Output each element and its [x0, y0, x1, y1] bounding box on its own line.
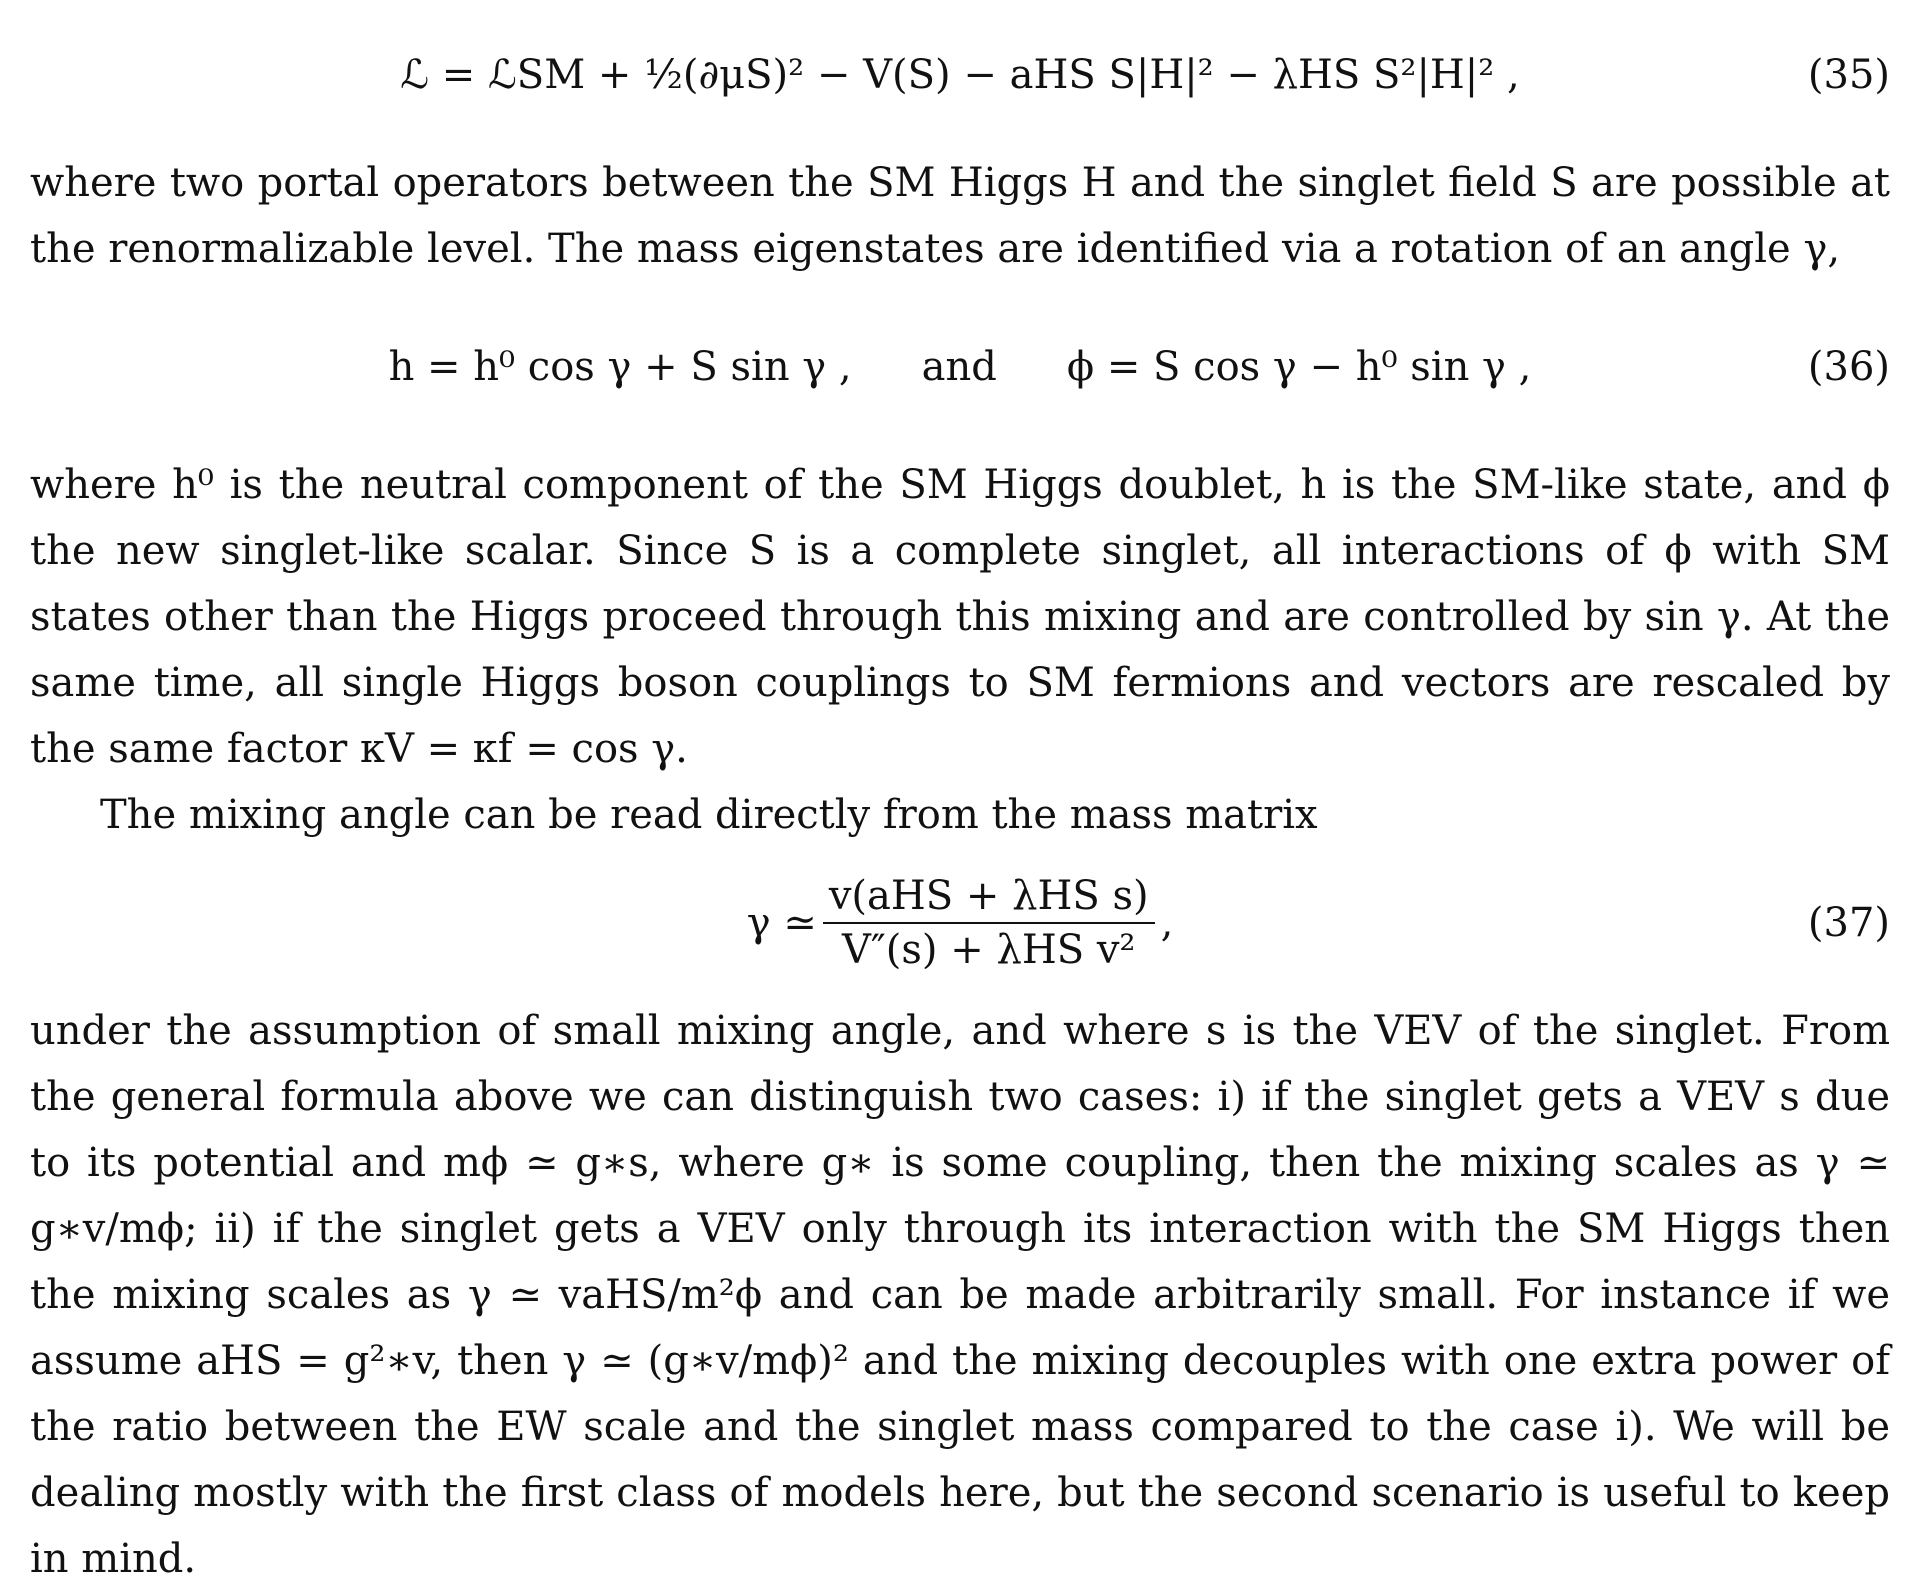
- equation-37-lhs: γ ≃: [746, 900, 817, 946]
- equation-35-number: (35): [1807, 52, 1890, 98]
- equation-36: [30, 282, 1890, 452]
- equation-36-and: and: [921, 344, 997, 390]
- equation-37-number: (37): [1807, 900, 1890, 946]
- paper-page: [30, 0, 1890, 1592]
- paragraph-portal-operators: where two portal operators between the SM Higgs H and the singlet field S are possible at the renormalizable level. The mass eigenstates are identified via a rotation of an angle γ,: [30, 160, 1890, 272]
- equation-35-body: ℒ = ℒSM + ½(∂μS)² − V(S) − aHS S|H|² − λHS S²|H|² ,: [400, 52, 1520, 98]
- equation-35: [30, 0, 1890, 150]
- equation-37-numerator: v(aHS + λHS s): [823, 870, 1155, 924]
- equation-36-number: (36): [1807, 344, 1890, 390]
- equation-36-left: h = h⁰ cos γ + S sin γ ,: [388, 344, 852, 390]
- equation-37-tail: ,: [1160, 900, 1174, 946]
- equation-37-denominator: V″(s) + λHS v²: [841, 927, 1136, 973]
- paragraph-higgs-doublet: where h⁰ is the neutral component of the SM Higgs doublet, h is the SM-like state, and ϕ the new singlet-like scalar. Since S is a complete singlet, all interactions of ϕ with SM states other than the Higgs proceed through this mixing and are controlled by sin γ. At the same time, all single Higgs boson couplings to SM fermions and vectors are rescaled by the same factor κV = κf = cos γ.: [30, 462, 1890, 772]
- equation-36-right: ϕ = S cos γ − h⁰ sin γ ,: [1066, 344, 1532, 390]
- paragraph-small-mixing: under the assumption of small mixing angle, and where s is the VEV of the singlet. From the general formula above we can distinguish two cases: i) if the singlet gets a VEV s due to its potential and mϕ ≃ g∗s, where g∗ is some coupling, then the mixing scales as γ ≃ g∗v/mϕ; ii) if the singlet gets a VEV only through its interaction with the SM Higgs then the mixing scales as γ ≃ vaHS/m²ϕ and can be made arbitrarily small. For instance if we assume aHS = g²∗v, then γ ≃ (g∗v/mϕ)² and the mixing decouples with one extra power of the ratio between the EW scale and the singlet mass compared to the case i). We will be dealing mostly with the first class of models here, but the second scenario is useful to keep in mind.: [30, 1008, 1890, 1582]
- paragraph-mixing-angle-intro: The mixing angle can be read directly from the mass matrix: [100, 792, 1318, 838]
- equation-37: [30, 848, 1890, 998]
- equation-37-fraction: [823, 870, 1155, 976]
